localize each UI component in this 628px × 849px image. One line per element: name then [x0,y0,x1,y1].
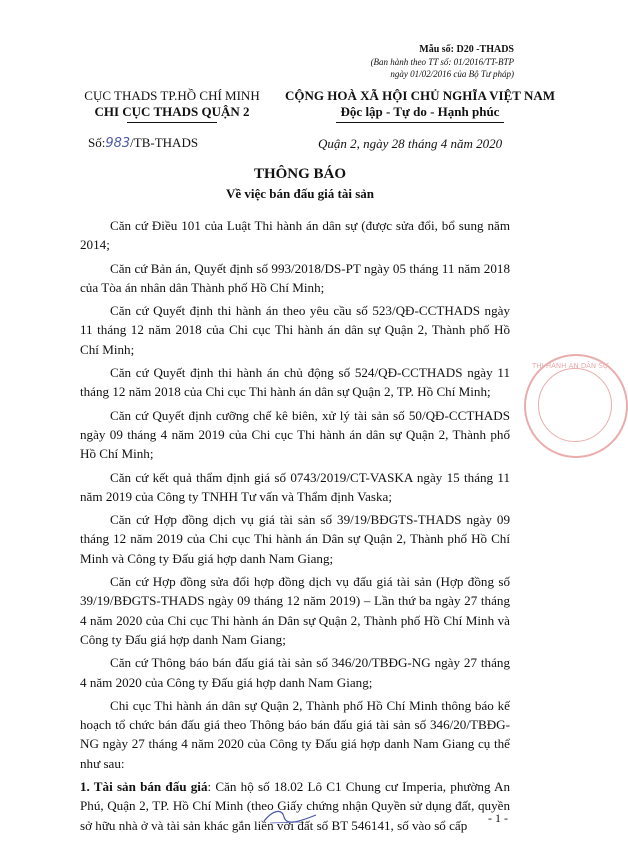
doc-number-prefix: Số: [88,135,106,150]
agency-parent: CỤC THADS TP.HỒ CHÍ MINH [84,88,260,103]
form-note-2: ngày 01/02/2016 của Bộ Tư pháp) [390,69,514,79]
document-title: THÔNG BÁO [253,166,347,182]
doc-number-handwritten: 983 [105,136,131,151]
document-body [80,216,510,839]
document-subtitle: Về việc bán đấu giá tài sản [225,186,375,201]
motto-underline [336,122,504,123]
paragraph-9: Căn cứ Thông báo bán đấu giá tài sản số 346/20/TBĐG-NG ngày 27 tháng 4 năm 2020 của Công ty Đấu giá hợp danh Nam Giang; [80,655,510,690]
paragraph-2: Căn cứ Bản án, Quyết định số 993/2018/DS-PT ngày 05 tháng 11 năm 2018 của Tòa án nhân dân Thành phố Hồ Chí Minh; [80,260,510,295]
seal-inner-ring [538,368,612,442]
item-1-text: : Căn hộ số 18.02 Lô C1 Chung cư Imperia, phường An Phú, Quận 2, TP. Hồ Chí Minh (theo Giấy chứng nhận Quyền sử dụng đất, quyền sở hữu nhà ở và tài sản khác gắn liền với đất số BT 546141, số vào sổ cấp [80,779,510,833]
paragraph-1: Căn cứ Điều 101 của Luật Thi hành án dân sự (được sửa đổi, bổ sung năm 2014; [80,218,510,253]
form-note-1: (Ban hành theo TT số: 01/2016/TT-BTP [370,57,514,67]
seal-text: THI HÀNH ÁN DÂN SỰ [532,362,609,370]
paragraph-8: Căn cứ Hợp đồng sửa đổi hợp đồng dịch vụ đấu giá tài sản (Hợp đồng số 39/19/BĐGTS-THADS ngày 09 tháng 12 năm 2019) – Lần thứ ba ngày 27 tháng 4 năm 2020 của Chi cục Thi hành án Dân sự Quận 2, Thành phố Hồ Chí Minh và Công ty Đấu giá hợp danh Nam Giang; [80,574,510,647]
national-heading [270,88,570,123]
issuing-agency [62,88,282,123]
paragraph-6: Căn cứ kết quả thẩm định giá số 0743/2019/CT-VASKA ngày 15 tháng 11 năm 2019 của Công ty TNHH Tư vấn và Thẩm định Vaska; [80,469,510,504]
document-number [88,135,198,151]
item-1-label: 1. Tài sản bán đấu giá [80,779,208,795]
paragraph-3: Căn cứ Quyết định thi hành án theo yêu cầu số 523/QĐ-CCTHADS ngày 11 tháng 12 năm 2018 của Chi cục Thi hành án dân sự Quận 2, Thành phố Hồ Chí Minh; [80,303,510,357]
doc-number-suffix: /TB-THADS [130,135,199,150]
agency-underline [127,122,217,123]
signature-mark [260,805,320,827]
agency-name: CHI CỤC THADS QUẬN 2 [94,104,250,119]
paragraph-5: Căn cứ Quyết định cưỡng chế kê biên, xử lý tài sản số 50/QĐ-CCTHADS ngày 09 tháng 4 năm 2019 của Chi cục Thi hành án dân sự Quận 2, Thành phố Hồ Chí Minh; [80,407,510,462]
date-line: Quận 2, ngày 28 tháng 4 năm 2020 [318,136,503,151]
paragraph-7: Căn cứ Hợp đồng dịch vụ giá tài sản số 39/19/BĐGTS-THADS ngày 09 tháng 12 năm 2019 của Chi cục Thi hành án Dân sự Quận 2, Thành phố Hồ Chí Minh và Công ty Đấu giá hợp danh Nam Giang; [80,512,510,566]
paragraph-10: Chi cục Thi hành án dân sự Quận 2, Thành phố Hồ Chí Minh thông báo kế hoạch tổ chức bán đấu giá theo Thông báo bán đấu giá tài sản số 346/20/TBĐG-NG ngày 27 tháng 4 năm 2020 của Công ty Đấu giá hợp danh Nam Giang cụ thể như sau: [80,697,510,771]
official-seal-stamp [524,354,628,458]
paragraph-4: Căn cứ Quyết định thi hành án chủ động số 524/QĐ-CCTHADS ngày 11 tháng 12 năm 2018 của Chi cục Thi hành án dân sự Quận 2, TP. Hồ Chí Minh; [80,365,510,400]
form-code: Mẫu số: D20 -THADS [419,44,514,55]
motto: Độc lập - Tự do - Hạnh phúc [340,104,500,119]
country-name: CỘNG HOÀ XÃ HỘI CHỦ NGHĨA VIỆT NAM [284,88,556,103]
page-number: - 1 - [488,811,508,825]
